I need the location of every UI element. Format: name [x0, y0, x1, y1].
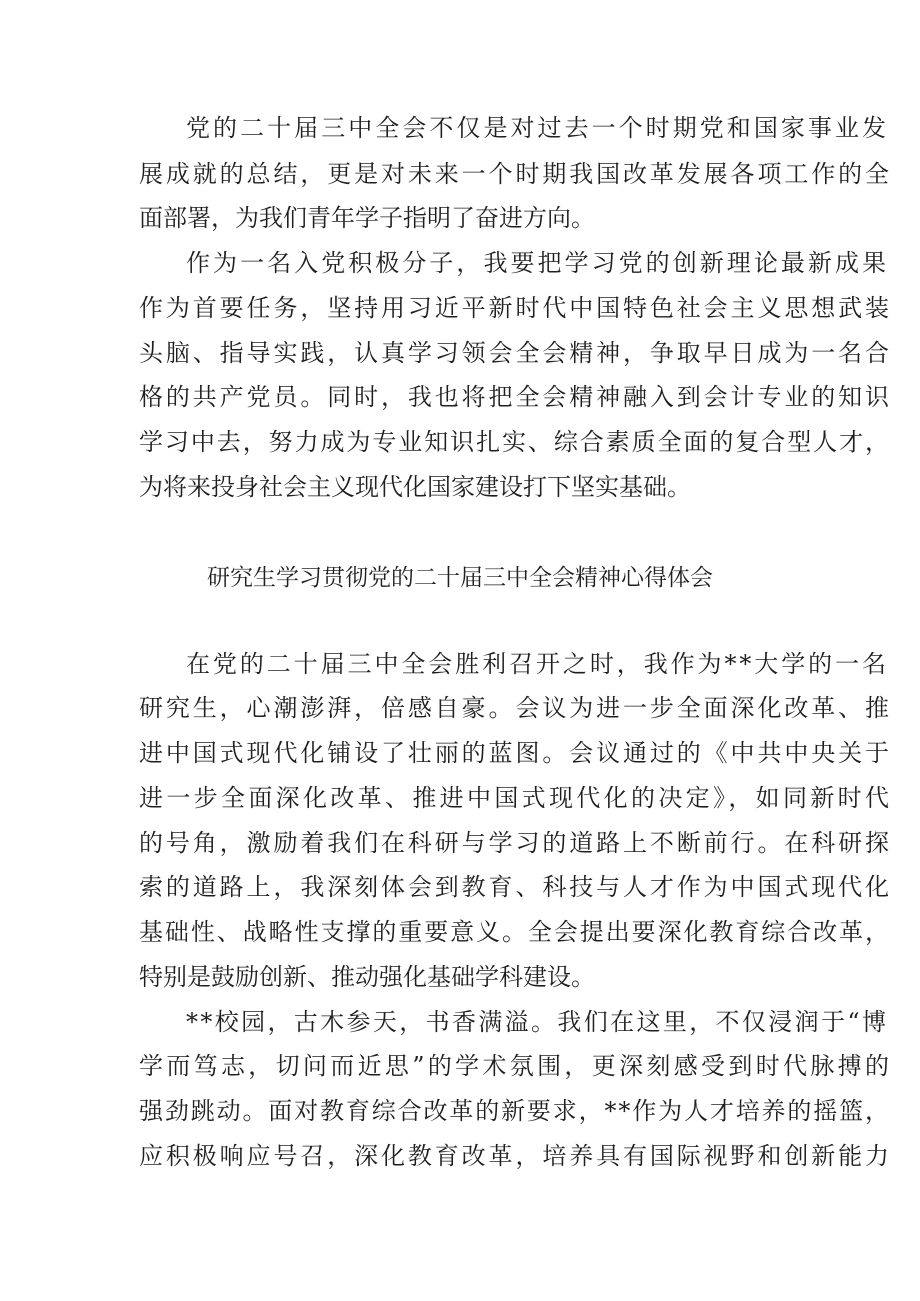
- text-line: **校园，古木参天，书香满溢。我们在这里，不仅浸润于“博: [186, 1008, 889, 1036]
- text-line: 头脑、指导实践，认真学习领会全会精神，争取早日成为一名合: [139, 339, 892, 367]
- text-line: 党的二十届三中全会不仅是对过去一个时期党和国家事业发: [186, 114, 890, 142]
- text-line: 索的道路上，我深刻体会到教育、科技与人才作为中国式现代化: [139, 873, 892, 901]
- text-line: 研究生，心潮澎湃，倍感自豪。会议为进一步全面深化改革、推: [139, 694, 892, 722]
- text-line: 进一步全面深化改革、推进中国式现代化的决定》，如同新时代: [139, 784, 893, 812]
- text-line: 格的共产党员。同时，我也将把全会精神融入到会计专业的知识: [139, 383, 892, 411]
- text-line: 为将来投身社会主义现代化国家建设打下坚实基础。: [139, 473, 691, 501]
- text-line: 进中国式现代化铺设了壮丽的蓝图。会议通过的《中共中央关于: [139, 739, 892, 767]
- text-line: 强劲跳动。面对教育综合改革的新要求，**作为人才培养的摇篮，: [139, 1097, 891, 1125]
- text-line: 应积极响应号召，深化教育改革，培养具有国际视野和创新能力: [139, 1142, 892, 1170]
- text-line: 作为一名入党积极分子，我要把学习党的创新理论最新成果: [186, 249, 890, 277]
- text-line: 在党的二十届三中全会胜利召开之时，我作为**大学的一名: [186, 650, 889, 678]
- text-line: 学而笃志，切问而近思”的学术氛围，更深刻感受到时代脉搏的: [139, 1052, 893, 1080]
- text-line: 特别是鼓励创新、推动强化基础学科建设。: [139, 963, 595, 991]
- text-line: 面部署，为我们青年学子指明了奋进方向。: [139, 204, 595, 232]
- section-title: 研究生学习贯彻党的二十届三中全会精神心得体会: [207, 565, 713, 591]
- text-line: 作为首要任务，坚持用习近平新时代中国特色社会主义思想武装: [139, 294, 892, 322]
- text-line: 的号角，激励着我们在科研与学习的道路上不断前行。在科研探: [139, 829, 892, 857]
- text-line: 学习中去，努力成为专业知识扎实、综合素质全面的复合型人才，: [139, 428, 891, 456]
- text-line: 展成就的总结，更是对未来一个时期我国改革发展各项工作的全: [139, 160, 892, 188]
- text-line: 基础性、战略性支撑的重要意义。全会提出要深化教育综合改革，: [139, 918, 891, 946]
